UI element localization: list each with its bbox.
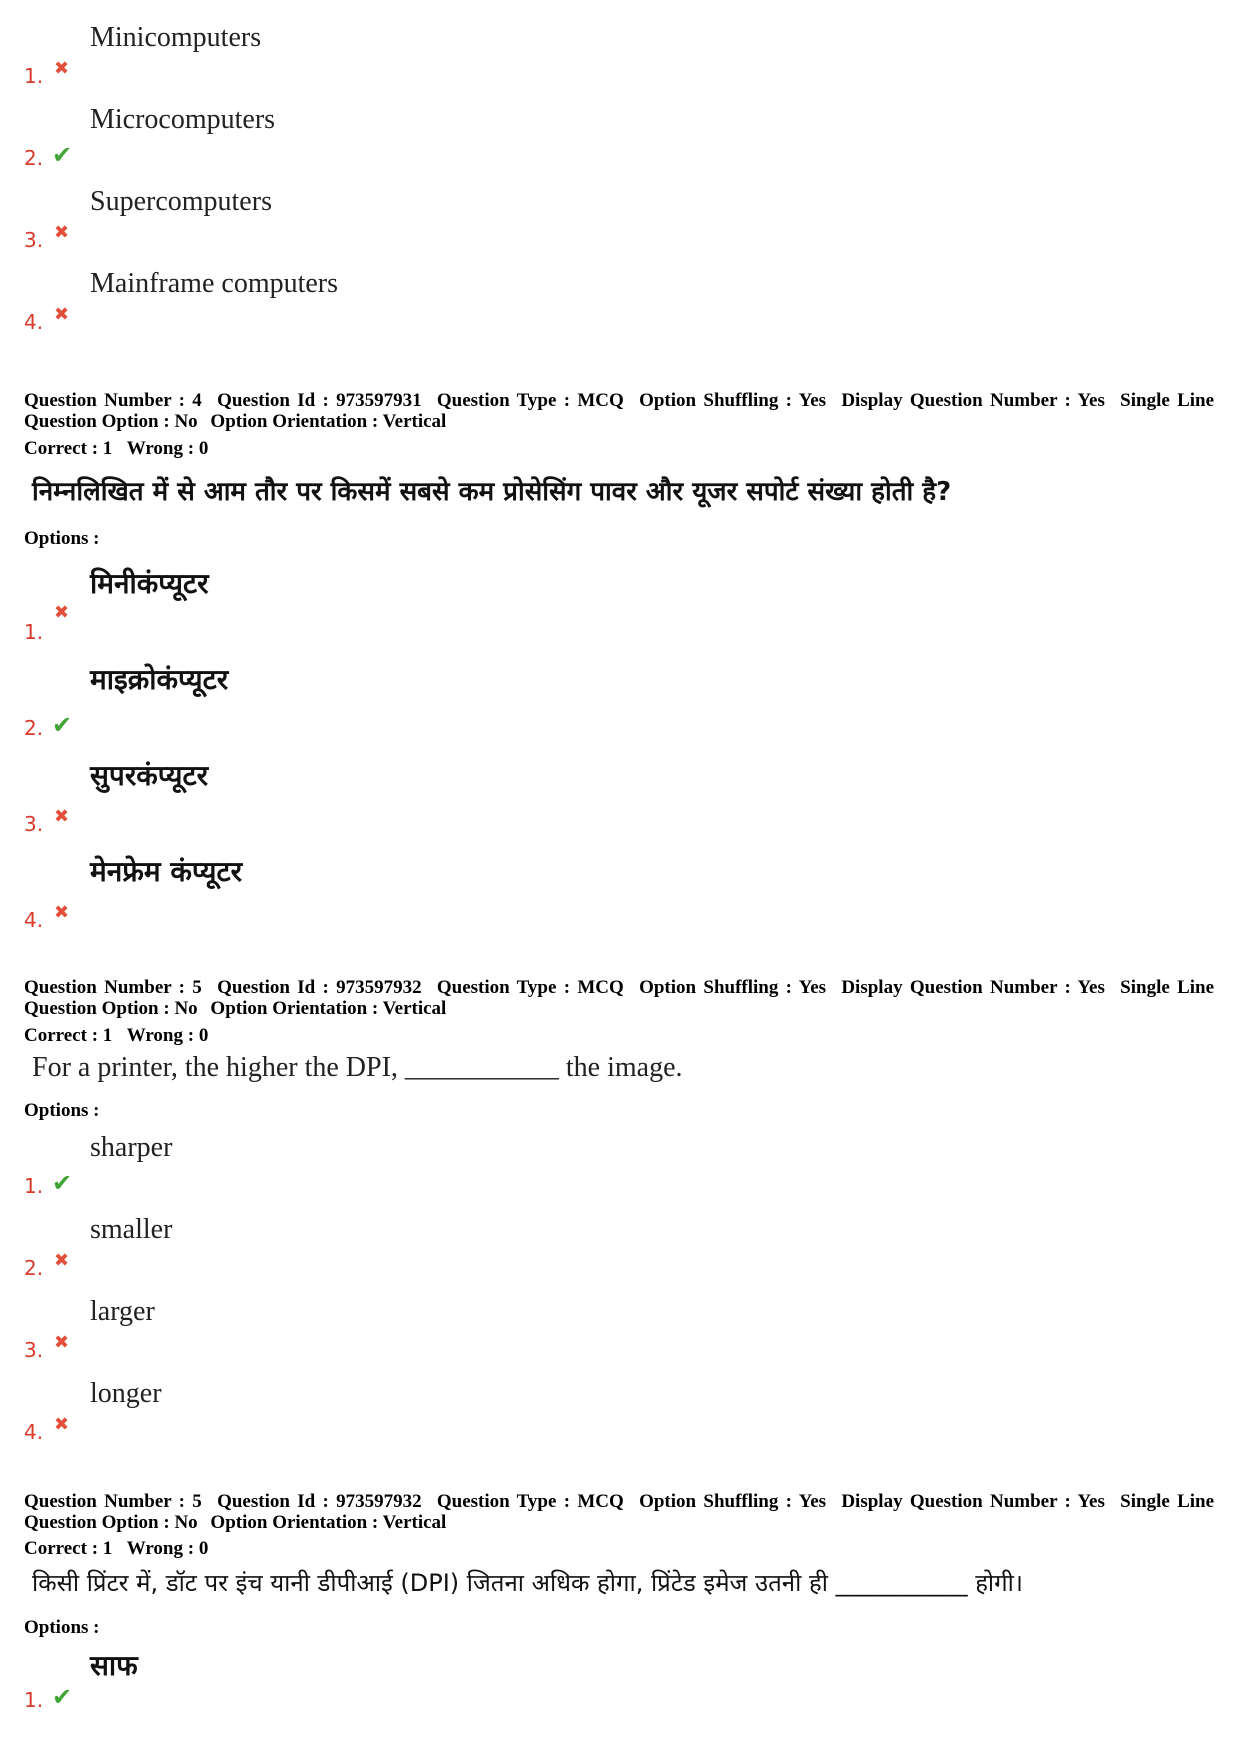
option-text: larger: [90, 1296, 155, 1327]
cross-icon: ✖: [54, 1414, 70, 1435]
display-question-number: Display Question Number : Yes: [841, 977, 1105, 998]
display-question-number: Display Question Number : Yes: [841, 390, 1105, 411]
option-item: [24, 848, 1204, 944]
correct-marks: Correct : 1: [24, 1538, 113, 1559]
option-item: [24, 1374, 1204, 1456]
question-number: Question Number : 5: [24, 1491, 202, 1512]
wrong-marks: Wrong : 0: [126, 1538, 209, 1559]
option-item: [24, 752, 1204, 848]
option-item: [24, 560, 1204, 656]
check-icon: ✔: [52, 1683, 73, 1711]
question-meta: [24, 1491, 1214, 1533]
option-number: 4.: [24, 310, 44, 334]
question-number: Question Number : 5: [24, 977, 202, 998]
option-number: 4.: [24, 1420, 44, 1444]
top-options-list: [24, 18, 1204, 346]
cross-icon: ✖: [54, 1250, 70, 1271]
option-text: साफ: [90, 1649, 138, 1682]
options-label: Options :: [24, 528, 100, 549]
option-text: sharper: [90, 1132, 173, 1163]
wrong-marks: Wrong : 0: [126, 1025, 209, 1046]
option-item: [24, 100, 1204, 182]
option-orientation: Option Orientation : Vertical: [210, 1512, 447, 1533]
check-icon: ✔: [52, 141, 73, 169]
score-line: [24, 1025, 218, 1047]
option-text: longer: [90, 1378, 162, 1409]
single-line-option: Single Line Question Option : No: [24, 1491, 1215, 1533]
cross-icon: ✖: [54, 806, 70, 827]
option-item: [24, 1210, 1204, 1292]
score-line: [24, 1538, 218, 1560]
question-text: किसी प्रिंटर में, डॉट पर इंच यानी डीपीआई (DPI) जितना अधिक होगा, प्रिंटेड इमेज उतनी ही ___________ होगी।: [32, 1569, 1023, 1597]
option-text: Mainframe computers: [90, 268, 339, 299]
q5-en-options-list: [24, 1128, 1204, 1456]
cross-icon: ✖: [54, 902, 70, 923]
option-shuffling: Option Shuffling : Yes: [639, 977, 827, 998]
cross-icon: ✖: [54, 1332, 70, 1353]
option-text: मिनीकंप्यूटर: [90, 567, 209, 600]
option-number: 1.: [24, 620, 44, 644]
option-item: [24, 1128, 1204, 1210]
question-text: For a printer, the higher the DPI, ___________ the image.: [32, 1052, 683, 1083]
option-shuffling: Option Shuffling : Yes: [639, 390, 827, 411]
cross-icon: ✖: [54, 58, 70, 79]
option-text: Microcomputers: [90, 104, 276, 135]
option-text: Supercomputers: [90, 186, 272, 217]
display-question-number: Display Question Number : Yes: [841, 1491, 1105, 1512]
options-label: Options :: [24, 1100, 100, 1121]
cross-icon: ✖: [54, 602, 70, 623]
check-icon: ✔: [52, 711, 73, 739]
option-item: [24, 182, 1204, 264]
option-shuffling: Option Shuffling : Yes: [639, 1491, 827, 1512]
question-id: Question Id : 973597932: [217, 977, 422, 998]
option-number: 2.: [24, 1256, 44, 1280]
options-label: Options :: [24, 1617, 100, 1638]
wrong-marks: Wrong : 0: [126, 438, 209, 459]
question-meta: [24, 977, 1214, 1019]
option-number: 2.: [24, 146, 44, 170]
option-number: 3.: [24, 812, 44, 836]
question-id: Question Id : 973597932: [217, 1491, 422, 1512]
option-text: माइक्रोकंप्यूटर: [90, 663, 229, 696]
option-number: 1.: [24, 1688, 44, 1712]
question-meta: [24, 390, 1214, 432]
cross-icon: ✖: [54, 222, 70, 243]
question-type: Question Type : MCQ: [436, 390, 624, 411]
q4-options-list: [24, 560, 1204, 944]
question-type: Question Type : MCQ: [436, 977, 624, 998]
q5-hi-options-list: [24, 1642, 1204, 1724]
question-type: Question Type : MCQ: [436, 1491, 624, 1512]
correct-marks: Correct : 1: [24, 438, 113, 459]
option-number: 3.: [24, 1338, 44, 1362]
single-line-option: Single Line Question Option : No: [24, 390, 1215, 432]
option-text: Minicomputers: [90, 22, 262, 53]
option-number: 1.: [24, 1174, 44, 1198]
option-orientation: Option Orientation : Vertical: [210, 411, 447, 432]
option-number: 4.: [24, 908, 44, 932]
option-number: 1.: [24, 64, 44, 88]
option-number: 2.: [24, 716, 44, 740]
question-text: निम्नलिखित में से आम तौर पर किसमें सबसे कम प्रोसेसिंग पावर और यूजर सपोर्ट संख्या होती है?: [32, 477, 952, 507]
question-number: Question Number : 4: [24, 390, 202, 411]
option-text: मेनफ्रेम कंप्यूटर: [90, 855, 243, 888]
option-item: [24, 1642, 1204, 1724]
check-icon: ✔: [52, 1169, 73, 1197]
score-line: [24, 438, 218, 460]
option-item: [24, 264, 1204, 346]
cross-icon: ✖: [54, 304, 70, 325]
question-id: Question Id : 973597931: [217, 390, 422, 411]
option-text: सुपरकंप्यूटर: [90, 759, 209, 792]
option-orientation: Option Orientation : Vertical: [210, 998, 447, 1019]
option-item: [24, 1292, 1204, 1374]
option-item: [24, 656, 1204, 752]
option-number: 3.: [24, 228, 44, 252]
correct-marks: Correct : 1: [24, 1025, 113, 1046]
option-text: smaller: [90, 1214, 173, 1245]
single-line-option: Single Line Question Option : No: [24, 977, 1215, 1019]
option-item: [24, 18, 1204, 100]
